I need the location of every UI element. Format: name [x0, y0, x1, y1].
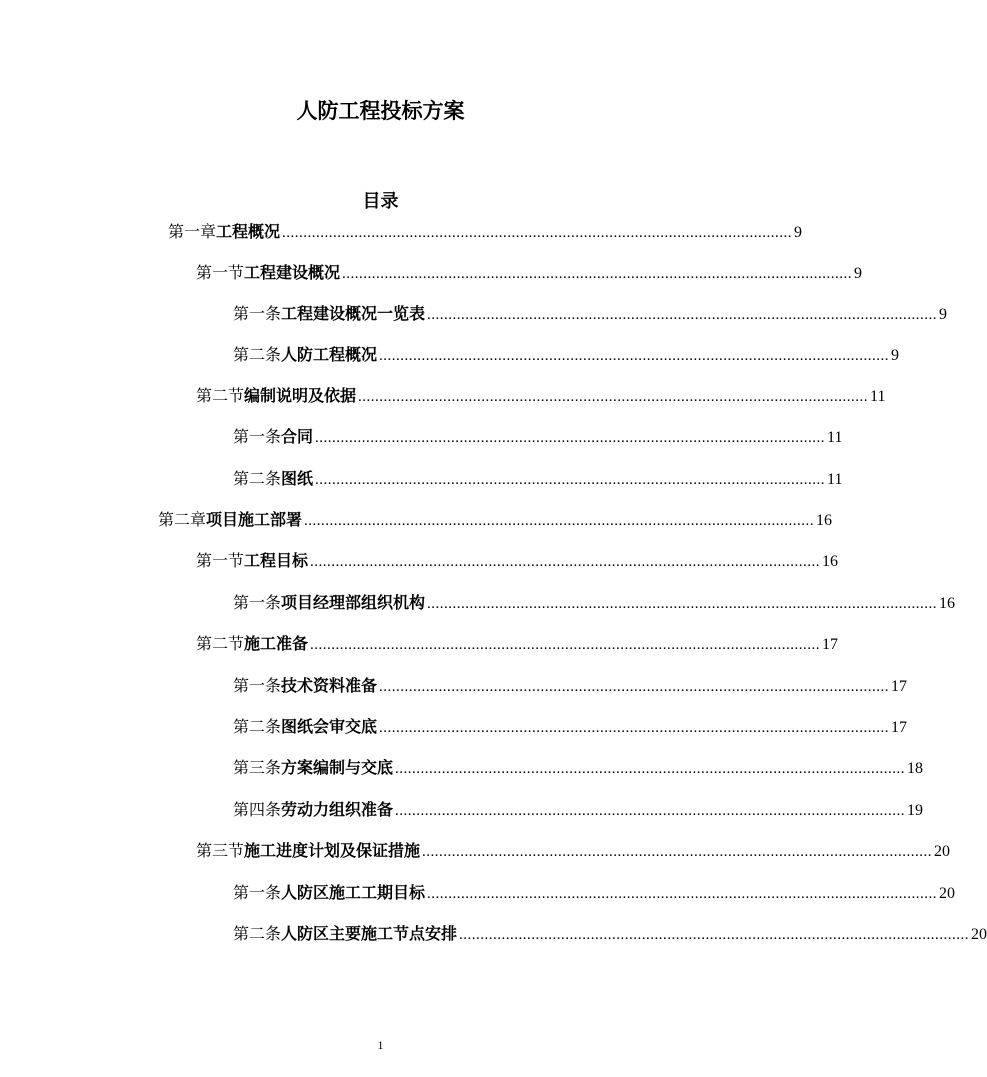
toc-entry-page: 16 [939, 595, 956, 612]
toc-entry[interactable] [158, 507, 833, 533]
toc-entry-title: 图纸会审交底 [281, 717, 378, 736]
toc-entry-title: 项目经理部组织机构 [281, 593, 426, 612]
toc-entry[interactable] [233, 880, 956, 906]
toc-entry-page: 20 [939, 885, 956, 902]
toc-entry[interactable] [233, 714, 908, 740]
toc-entry-label: 第二节 [196, 634, 245, 653]
toc-entry-title: 劳动力组织准备 [281, 800, 394, 819]
dot-leader: ........................................................................................................................ [310, 554, 821, 570]
toc-entry[interactable] [233, 342, 900, 368]
toc-entry-title: 工程建设概况一览表 [281, 304, 426, 323]
dot-leader: ........................................................................................................................ [379, 348, 890, 364]
toc-entry-title: 项目施工部署 [206, 510, 303, 529]
toc-entry-label: 第二节 [196, 386, 245, 405]
dot-leader: ........................................................................................................................ [427, 886, 938, 902]
toc-entry-title: 方案编制与交底 [281, 758, 394, 777]
toc-entry-title: 施工准备 [244, 634, 309, 653]
toc-entry-page: 17 [891, 719, 908, 736]
dot-leader: ........................................................................................................................ [427, 307, 938, 323]
toc-entry-page: 9 [939, 306, 948, 323]
toc-entry-page: 20 [971, 926, 987, 943]
toc-entry-title: 施工进度计划及保证措施 [244, 841, 421, 860]
toc-entry-page: 19 [907, 802, 924, 819]
toc-entry-label: 第四条 [233, 800, 282, 819]
toc-entry-label: 第一节 [196, 263, 245, 282]
toc-entry[interactable] [233, 797, 924, 823]
toc-entry-title: 工程目标 [244, 551, 309, 570]
dot-leader: ........................................................................................................................ [358, 389, 869, 405]
toc-entry-page: 11 [827, 471, 843, 488]
toc-entry-title: 工程概况 [216, 222, 281, 241]
dot-leader: ........................................................................................................................ [395, 761, 906, 777]
toc-entry[interactable] [233, 921, 987, 947]
toc-entry-title: 工程建设概况 [244, 263, 341, 282]
dot-leader: ........................................................................................................................ [379, 720, 890, 736]
toc-entry-label: 第一条 [233, 427, 282, 446]
toc-entry-page: 20 [934, 843, 951, 860]
toc-entry-page: 11 [870, 388, 886, 405]
dot-leader: ........................................................................................................................ [427, 596, 938, 612]
toc-entry-title: 合同 [281, 427, 314, 446]
toc-entry[interactable] [233, 301, 948, 327]
toc-entry-label: 第二条 [233, 924, 282, 943]
toc-entry-page: 18 [907, 760, 924, 777]
toc-entry-page: 11 [827, 429, 843, 446]
toc-entry-label: 第一条 [233, 304, 282, 323]
toc-entry-page: 9 [794, 224, 803, 241]
toc-entry-label: 第一条 [233, 883, 282, 902]
toc-entry-page: 16 [822, 553, 839, 570]
toc-entry-page: 17 [891, 678, 908, 695]
toc-entry-label: 第三条 [233, 758, 282, 777]
toc-entry[interactable] [196, 838, 951, 864]
dot-leader: ........................................................................................................................ [282, 225, 793, 241]
toc-entry-page: 9 [891, 347, 900, 364]
toc-entry[interactable] [233, 466, 843, 492]
toc-entry[interactable] [233, 755, 924, 781]
dot-leader: ........................................................................................................................ [304, 513, 815, 529]
dot-leader: ........................................................................................................................ [315, 430, 826, 446]
toc-entry-title: 人防区主要施工节点安排 [281, 924, 458, 943]
document-title: 人防工程投标方案 [296, 99, 465, 123]
dot-leader: ........................................................................................................................ [315, 472, 826, 488]
dot-leader: ........................................................................................................................ [310, 637, 821, 653]
toc-entry[interactable] [196, 548, 839, 574]
toc-entry[interactable] [168, 219, 803, 245]
toc-heading: 目录 [362, 191, 399, 212]
toc-entry[interactable] [196, 260, 863, 286]
toc-entry-title: 图纸 [281, 469, 314, 488]
toc-entry-title: 编制说明及依据 [244, 386, 357, 405]
toc-entry-label: 第二章 [158, 510, 207, 529]
toc-entry-label: 第一条 [233, 593, 282, 612]
toc-entry-page: 16 [816, 512, 833, 529]
page-number: 1 [377, 1038, 384, 1052]
dot-leader: ........................................................................................................................ [459, 927, 970, 943]
dot-leader: ........................................................................................................................ [395, 803, 906, 819]
toc-entry[interactable] [196, 631, 839, 657]
dot-leader: ........................................................................................................................ [379, 679, 890, 695]
dot-leader: ........................................................................................................................ [422, 844, 933, 860]
toc-entry-label: 第二条 [233, 469, 282, 488]
toc-entry[interactable] [233, 590, 956, 616]
toc-entry-title: 技术资料准备 [281, 676, 378, 695]
toc-entry[interactable] [233, 673, 908, 699]
toc-entry-page: 17 [822, 636, 839, 653]
toc-entry[interactable] [233, 424, 843, 450]
dot-leader: ........................................................................................................................ [342, 266, 853, 282]
toc-entry-label: 第一章 [168, 222, 217, 241]
toc-entry-title: 人防工程概况 [281, 345, 378, 364]
toc-entry-label: 第三节 [196, 841, 245, 860]
toc-entry-label: 第一节 [196, 551, 245, 570]
toc-entry-label: 第二条 [233, 345, 282, 364]
toc-entry-label: 第二条 [233, 717, 282, 736]
toc-entry[interactable] [196, 383, 886, 409]
toc-entry-page: 9 [854, 265, 863, 282]
toc-entry-label: 第一条 [233, 676, 282, 695]
toc-entry-title: 人防区施工工期目标 [281, 883, 426, 902]
